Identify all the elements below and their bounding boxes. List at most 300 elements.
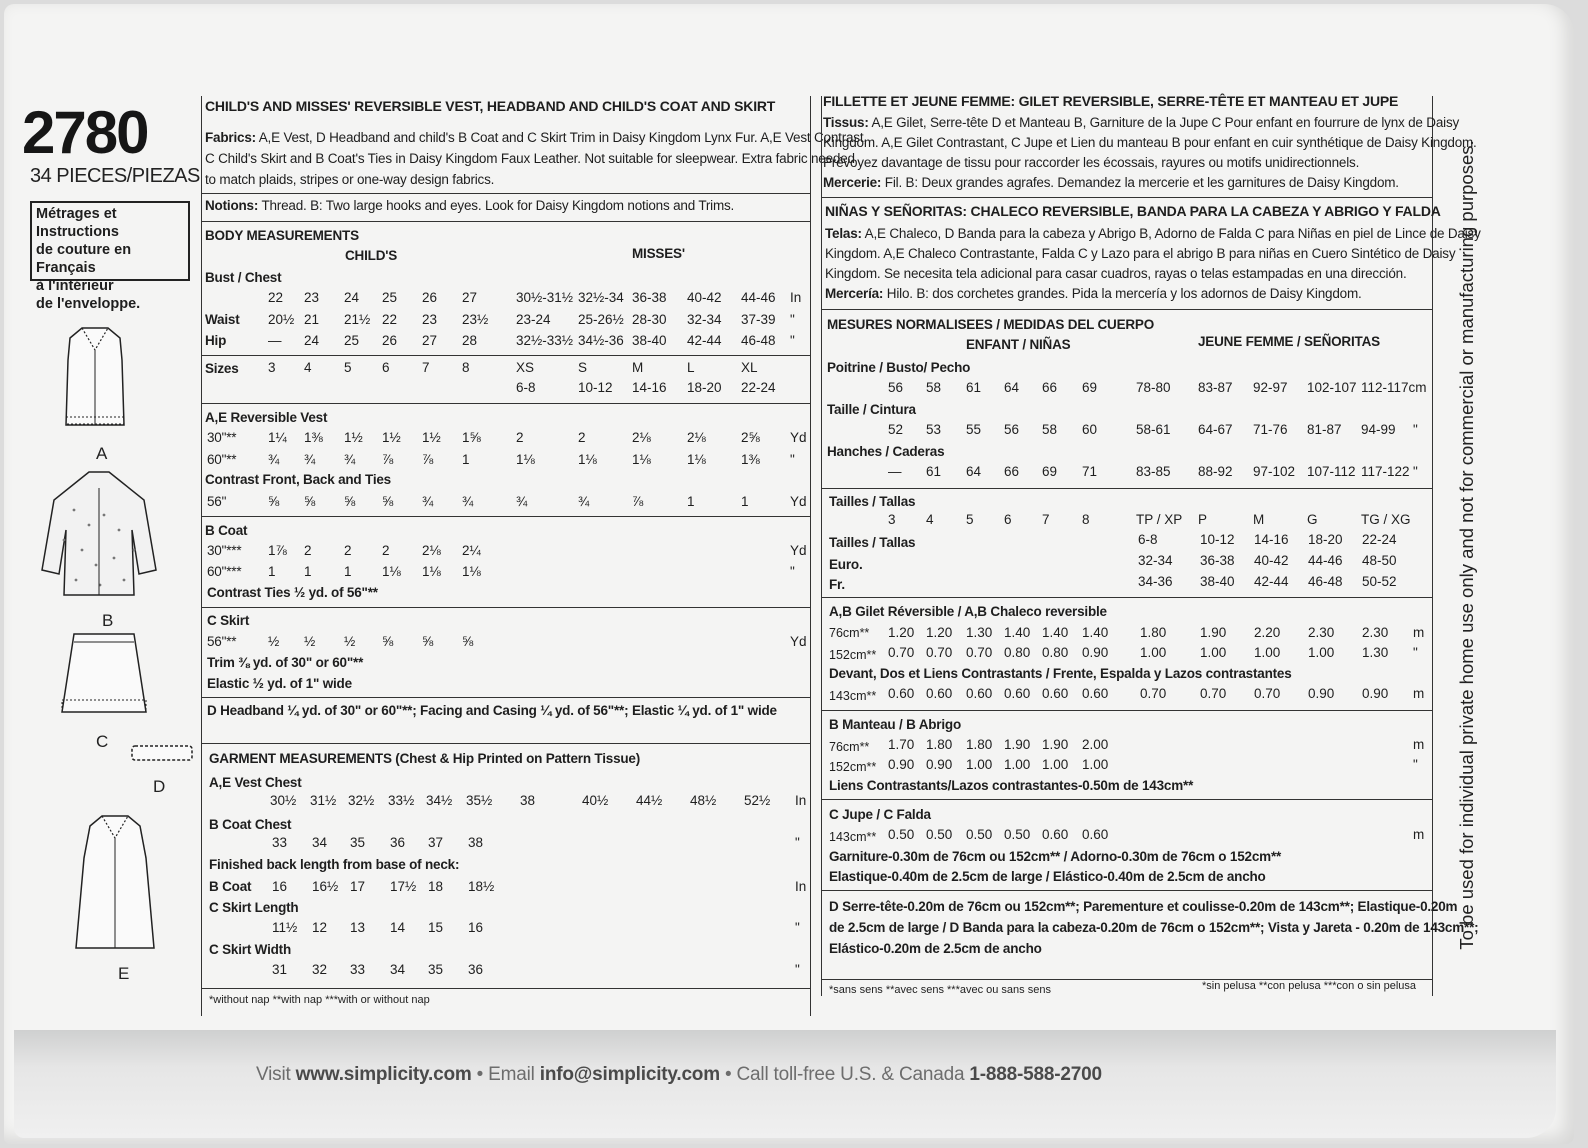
gilet76-cell: 2.30 <box>1308 625 1335 640</box>
view-e-vest-illustration <box>60 808 170 958</box>
cchest-cell: 35 <box>350 835 366 850</box>
waist-cell: 25-26½ <box>578 312 624 327</box>
vest60-cell: 1⅜ <box>741 452 760 467</box>
waist-cell: 23-24 <box>516 312 551 327</box>
sizes-cell: L <box>687 360 695 375</box>
devant-cell: 0.60 <box>888 686 915 701</box>
tailles2-cell: 22-24 <box>1362 532 1397 547</box>
headband-yardage: D Headband ¼ yd. of 30" or 60"**; Facing and Casing ¼ yd. of 56"**; Elastic ¼ yd. of 1" wide <box>207 703 777 718</box>
tailles-cell: TG / XG <box>1361 512 1411 527</box>
bust-cell: 30½-31½ <box>516 290 574 305</box>
vest30-cell: 1⅜ <box>304 430 323 445</box>
serre-tete-text <box>829 896 1478 959</box>
clength-cell: 17½ <box>390 879 417 894</box>
es-fabric-line: A,E Chaleco, D Banda para la cabeza y Abrigo B, Adorno de Falda C para Niñas en piel de Lince de Daisy <box>864 226 1481 241</box>
hip-cell: 25 <box>344 333 360 348</box>
vchest-cell: 40½ <box>582 793 609 808</box>
vest30-cell: 1¼ <box>268 430 287 445</box>
usage-side-note: To be used for individual private home use only and not for commercial or manufacturing purposes. <box>1456 140 1477 950</box>
man152-cell: 1.00 <box>1004 757 1031 772</box>
fr-fabric-line: Prévoyez davantage de tissu pour raccorder les écossais, rayures ou motifs unidirectionnels. <box>823 155 1360 170</box>
taille-cell: 56 <box>1004 422 1020 437</box>
hip-label: Hip <box>205 333 227 348</box>
view-b-coat-illustration <box>34 470 164 605</box>
view-label-c: C <box>96 732 109 751</box>
divider <box>822 197 1433 198</box>
cchest-cell: 37 <box>428 835 444 850</box>
coat60-cell: 1 <box>304 564 312 579</box>
vest30-cell: 2⅝ <box>741 430 760 445</box>
cchest-cell: 33 <box>272 835 288 850</box>
hanches-cell: 69 <box>1042 464 1058 479</box>
divider <box>822 309 1433 310</box>
divider <box>822 710 1433 711</box>
poit-cell: 83-87 <box>1198 380 1233 395</box>
coat30-cell: 2¼ <box>462 543 481 558</box>
coat30-cell: 2 <box>344 543 352 558</box>
es-notions: Hilo. B: dos corchetes grandes. Pida la mercería y los adornos de Daisy Kingdom. <box>886 286 1362 301</box>
contrast-cell: ⅝ <box>268 494 280 509</box>
taille-cell: 58-61 <box>1136 422 1171 437</box>
devant-cell: 0.70 <box>1254 686 1281 701</box>
spanish-fabrics <box>825 224 1481 304</box>
contrast-cell: ⅝ <box>344 494 356 509</box>
jupe-cell: 0.50 <box>966 827 993 842</box>
sizes-cell: XS <box>516 360 535 375</box>
devant-cell: 0.70 <box>1200 686 1227 701</box>
gilet152-cell: " <box>1413 645 1418 660</box>
garniture-text: Garniture-0.30m de 76cm ou 152cm** / Adorno-0.30m de 76cm o 152cm** <box>829 849 1282 864</box>
poit-cell: 64 <box>1004 380 1020 395</box>
gilet-152-label: 152cm** <box>829 648 877 662</box>
swidth-cell: 31 <box>272 962 288 977</box>
footer-website-link[interactable]: www.simplicity.com <box>295 1064 472 1085</box>
vest30-cell: 2⅛ <box>632 430 651 445</box>
vest-30-label: 30"** <box>207 430 237 445</box>
contrast-56-label: 56" <box>207 494 227 509</box>
english-fabrics <box>205 127 867 190</box>
jupe-cell: 0.60 <box>1042 827 1069 842</box>
hanches-cell: 117-122 <box>1361 464 1410 479</box>
man152-cell: 0.90 <box>926 757 953 772</box>
man76-cell: 1.90 <box>1004 737 1031 752</box>
view-a-vest-illustration <box>40 320 150 435</box>
divider <box>822 488 1433 489</box>
coat30-cell: 2⅛ <box>422 543 441 558</box>
hip-cell: 38-40 <box>632 333 667 348</box>
sizes2-cell: 18-20 <box>687 380 722 395</box>
waist-cell: 22 <box>382 312 398 327</box>
vchest-cell: 33½ <box>388 793 415 808</box>
fabrics-line: A,E Vest, D Headband and child's B Coat and C Skirt Trim in Daisy Kingdom Lynx Fur. A,E Vest Contrast, <box>258 130 867 145</box>
pattern-number: 2780 <box>22 99 148 166</box>
bust-cell: 27 <box>462 290 478 305</box>
coat60-cell: 1 <box>344 564 352 579</box>
taille-cell: 64-67 <box>1198 422 1233 437</box>
euro-cell: 40-42 <box>1254 553 1289 568</box>
gilet152-cell: 0.70 <box>926 645 953 660</box>
contrast-cell: ¾ <box>516 494 528 509</box>
es-notions-label: Mercería: <box>825 286 884 301</box>
es-fabric-line: Kingdom. Se necesita tela adicional para casar cuadros, rayas o telas estampadas en una dirección. <box>825 266 1407 281</box>
taille-cell: " <box>1413 422 1418 437</box>
vchest-cell: 48½ <box>690 793 717 808</box>
footer-contact <box>256 1064 1316 1100</box>
waist-cell: 21 <box>304 312 320 327</box>
hanches-cell: 66 <box>1004 464 1020 479</box>
slength-cell: 12 <box>312 920 328 935</box>
view-label-b: B <box>102 611 114 630</box>
devant-cell: 0.60 <box>1082 686 1109 701</box>
skirt-cell: Yd <box>790 634 807 649</box>
taille-cell: 60 <box>1082 422 1098 437</box>
contrast-cell: Yd <box>790 494 807 509</box>
divider <box>202 607 811 608</box>
hip-cell: 26 <box>382 333 398 348</box>
contrast-ties: Contrast Ties ½ yd. of 56"** <box>207 585 378 600</box>
skirt-cell: ½ <box>304 634 316 649</box>
gilet76-cell: 2.20 <box>1254 625 1281 640</box>
body-measurements-heading: BODY MEASUREMENTS <box>205 228 359 243</box>
french-footnote: *sans sens **avec sens ***avec ou sans sens <box>829 984 1051 996</box>
devant-cell: 0.70 <box>1140 686 1167 701</box>
tailles2-cell: 10-12 <box>1200 532 1235 547</box>
french-note-line: Métrages et Instructions <box>36 206 119 240</box>
taille-cell: 53 <box>926 422 942 437</box>
spanish-footnote: *sin pelusa **con pelusa ***con o sin pelusa <box>1202 980 1417 992</box>
skirt-56-label: 56"** <box>207 634 237 649</box>
man76-cell: 1.70 <box>888 737 915 752</box>
swidth-cell: 32 <box>312 962 328 977</box>
coat60-cell: 1 <box>268 564 276 579</box>
devant-label: Devant, Dos et Liens Contrastants / Frente, Espalda y Lazos contrastantes <box>829 666 1292 681</box>
tailles2-label: Tailles / Tallas <box>829 535 916 550</box>
cchest-cell: " <box>795 835 800 850</box>
coat-label: B Coat <box>205 523 248 538</box>
poit-cell: 66 <box>1042 380 1058 395</box>
bust-cell: 26 <box>422 290 438 305</box>
vest30-cell: 1½ <box>382 430 401 445</box>
skirt-cell: ⅝ <box>422 634 434 649</box>
vest30-cell: 1⅝ <box>462 430 481 445</box>
tailles-cell: 3 <box>888 512 896 527</box>
bust-cell: 23 <box>304 290 320 305</box>
poit-cell: 58 <box>926 380 942 395</box>
man76-cell: 1.80 <box>926 737 953 752</box>
gilet76-cell: 1.20 <box>888 625 915 640</box>
bust-label: Bust / Chest <box>205 270 282 285</box>
waist-cell: 23 <box>422 312 438 327</box>
hanches-cell: 88-92 <box>1198 464 1233 479</box>
bust-cell: In <box>790 290 802 305</box>
devant-cell: 0.90 <box>1308 686 1335 701</box>
tailles-cell: 8 <box>1082 512 1090 527</box>
french-instructions-note <box>30 201 190 312</box>
contrast-cell: 1 <box>687 494 695 509</box>
taille-cell: 81-87 <box>1307 422 1342 437</box>
bust-cell: 24 <box>344 290 360 305</box>
contrast-cell: ¾ <box>422 494 434 509</box>
vest30-cell: 2 <box>578 430 586 445</box>
vest60-cell: 1⅛ <box>632 452 651 467</box>
coat-60-label: 60"*** <box>207 564 242 579</box>
skirt-elastic: Elastic ½ yd. of 1" wide <box>207 676 352 691</box>
waist-cell: 28-30 <box>632 312 667 327</box>
gilet76-cell: 1.80 <box>1140 625 1167 640</box>
waist-cell: 20½ <box>268 312 295 327</box>
clength-cell: 16½ <box>312 879 339 894</box>
fr-fabric-line: A,E Gilet, Serre-tête D et Manteau B, Garniture de la Jupe C Pour enfant en fourrure de lynx de Daisy <box>871 115 1460 130</box>
poit-cell: 61 <box>966 380 982 395</box>
euro-cell: 44-46 <box>1308 553 1343 568</box>
enfant-heading: ENFANT / NIÑAS <box>966 337 1071 352</box>
vest-chest-label: A,E Vest Chest <box>209 775 302 790</box>
waist-label: Waist <box>205 312 240 327</box>
coat30-cell: Yd <box>790 543 807 558</box>
coat60-cell: 1⅛ <box>422 564 441 579</box>
sizes-cell: 4 <box>304 360 312 375</box>
elastique-text: Elastique-0.40m de 2.5cm de large / Elástico-0.40m de 2.5cm de ancho <box>829 869 1266 884</box>
vchest-cell: 34½ <box>426 793 453 808</box>
contrast-cell: ¾ <box>462 494 474 509</box>
gilet152-cell: 0.80 <box>1004 645 1031 660</box>
divider <box>202 697 811 698</box>
hanches-cell: 71 <box>1082 464 1098 479</box>
contrast-cell: ⅞ <box>632 494 644 509</box>
notions-label: Notions: <box>205 198 259 213</box>
footer-email-label: • Email <box>476 1064 535 1085</box>
serre-line: de 2.5cm de large / D Banda para la cabeza-0.20m de 76cm o 152cm**; Vista y Jareta - 0.20m de 143cm**; <box>829 920 1479 935</box>
gilet152-cell: 0.90 <box>1082 645 1109 660</box>
jupe-cell: 0.60 <box>1082 827 1109 842</box>
coat30-cell: 1⅞ <box>268 543 287 558</box>
gilet152-cell: 1.00 <box>1200 645 1227 660</box>
devant-cell: 0.90 <box>1362 686 1389 701</box>
jupe-label: C Jupe / C Falda <box>829 807 931 822</box>
vest-label: A,E Reversible Vest <box>205 410 328 425</box>
coat60-cell: 1⅛ <box>382 564 401 579</box>
hip-cell: 28 <box>462 333 478 348</box>
footer-call: • Call toll-free U.S. & Canada <box>725 1064 965 1085</box>
bust-cell: 40-42 <box>687 290 722 305</box>
coat30-cell: 2 <box>304 543 312 558</box>
manteau-76-label: 76cm** <box>829 740 870 754</box>
footer-email-link[interactable]: info@simplicity.com <box>539 1064 720 1085</box>
french-fabrics <box>823 113 1477 193</box>
tailles2-cell: 14-16 <box>1254 532 1289 547</box>
sizes2-cell: 10-12 <box>578 380 613 395</box>
gilet76-cell: 1.40 <box>1042 625 1069 640</box>
jupe-cell: 0.50 <box>926 827 953 842</box>
clength-cell: 18 <box>428 879 444 894</box>
gilet152-cell: 0.80 <box>1042 645 1069 660</box>
taille-cell: 71-76 <box>1253 422 1288 437</box>
tailles-cell: 4 <box>926 512 934 527</box>
waist-cell: 21½ <box>344 312 371 327</box>
hip-cell: 42-44 <box>687 333 722 348</box>
contrast-cell: ⅝ <box>382 494 394 509</box>
slength-cell: 14 <box>390 920 406 935</box>
divider <box>202 743 811 744</box>
poit-cell: 69 <box>1082 380 1098 395</box>
bust-cell: 32½-34 <box>578 290 624 305</box>
fr-cell: 46-48 <box>1308 574 1343 589</box>
gilet152-cell: 0.70 <box>888 645 915 660</box>
coat60-cell: 1⅛ <box>462 564 481 579</box>
sizes-cell: 7 <box>422 360 430 375</box>
french-note-line: à l'intérieur <box>36 278 114 294</box>
slength-cell: 16 <box>468 920 484 935</box>
clength-cell: 18½ <box>468 879 495 894</box>
taille-cell: 94-99 <box>1361 422 1396 437</box>
view-c-skirt-illustration <box>54 630 154 720</box>
english-notions <box>205 198 734 213</box>
contrast-label: Contrast Front, Back and Ties <box>205 472 391 487</box>
es-fabric-label: Telas: <box>825 226 862 241</box>
es-fabric-line: Kingdom. A,E Chaleco Contrastante, Falda C y Lazo para el abrigo B para niñas en Cuero Sintético de Daisy <box>825 246 1456 261</box>
tailles-cell: 5 <box>966 512 974 527</box>
man76-cell: 2.00 <box>1082 737 1109 752</box>
contrast-cell: ¾ <box>578 494 590 509</box>
hanches-cell: 83-85 <box>1136 464 1171 479</box>
man76-cell: 1.90 <box>1042 737 1069 752</box>
vest60-cell: ¾ <box>268 452 280 467</box>
vchest-cell: 52½ <box>744 793 771 808</box>
sizes-label: Sizes <box>205 361 239 376</box>
vchest-cell: 31½ <box>310 793 337 808</box>
vest-60-label: 60"** <box>207 452 237 467</box>
man152-cell: " <box>1413 757 1418 772</box>
vest30-cell: 1½ <box>422 430 441 445</box>
skirt-cell: ½ <box>268 634 280 649</box>
poitrine-label: Poitrine / Busto/ Pecho <box>827 360 971 375</box>
sizes2-cell: 6-8 <box>516 380 536 395</box>
view-label-a: A <box>96 444 108 463</box>
vest60-cell: " <box>790 452 795 467</box>
vest60-cell: ¾ <box>304 452 316 467</box>
sizes-cell: S <box>578 360 588 375</box>
clength-cell: 17 <box>350 879 366 894</box>
taille-cell: 58 <box>1042 422 1058 437</box>
notions-text: Thread. B: Two large hooks and eyes. Look for Daisy Kingdom notions and Trims. <box>261 198 735 213</box>
poit-cell: 56 <box>888 380 904 395</box>
english-footnote: *without nap **with nap ***with or without nap <box>209 994 430 1006</box>
gilet152-cell: 1.00 <box>1140 645 1167 660</box>
skirt-length-label: C Skirt Length <box>209 900 299 915</box>
euro-cell: 32-34 <box>1138 553 1173 568</box>
swidth-cell: 35 <box>428 962 444 977</box>
poit-cell: 112-117cm <box>1361 380 1427 395</box>
sizes-cell: 3 <box>268 360 276 375</box>
serre-line: D Serre-tête-0.20m de 76cm ou 152cm**; Parementure et coulisse-0.20m de 143cm**; Elastique-0.20m <box>829 899 1458 914</box>
tailles-cell: P <box>1198 512 1208 527</box>
coat60-cell: " <box>790 564 795 579</box>
slength-cell: 13 <box>350 920 366 935</box>
hanches-cell: " <box>1413 464 1418 479</box>
vchest-cell: 30½ <box>270 793 297 808</box>
hanches-cell: 61 <box>926 464 942 479</box>
fr-notions-label: Mercerie: <box>823 175 882 190</box>
fabrics-line: to match plaids, stripes or one-way design fabrics. <box>205 172 495 187</box>
vest60-cell: ⅞ <box>422 452 434 467</box>
back-length-label: Finished back length from base of neck: <box>209 857 460 872</box>
misses-heading: MISSES' <box>632 246 685 261</box>
jupe-143-label: 143cm** <box>829 830 877 844</box>
divider <box>822 597 1433 598</box>
slength-cell: 15 <box>428 920 444 935</box>
hanches-cell: 97-102 <box>1253 464 1296 479</box>
divider <box>202 193 811 194</box>
skirt-width-label: C Skirt Width <box>209 942 292 957</box>
vchest-cell: 35½ <box>466 793 493 808</box>
man76-cell: 1.80 <box>966 737 993 752</box>
poit-cell: 78-80 <box>1136 380 1171 395</box>
man76-cell: m <box>1413 737 1425 752</box>
slength-cell: " <box>795 920 800 935</box>
clength-cell: In <box>795 879 807 894</box>
gilet76-cell: 1.20 <box>926 625 953 640</box>
coat-length-label: B Coat <box>209 879 252 894</box>
devant-cell: 0.60 <box>1004 686 1031 701</box>
divider <box>202 355 811 356</box>
vest30-cell: 1½ <box>344 430 363 445</box>
swidth-cell: 33 <box>350 962 366 977</box>
sizes-cell: XL <box>741 360 758 375</box>
devant-143-label: 143cm** <box>829 689 877 703</box>
hip-cell: 46-48 <box>741 333 776 348</box>
english-title: CHILD'S AND MISSES' REVERSIBLE VEST, HEADBAND AND CHILD'S COAT AND SKIRT <box>205 98 776 114</box>
vest60-cell: ⅞ <box>382 452 394 467</box>
manteau-152-label: 152cm** <box>829 760 877 774</box>
garment-measurements-heading: GARMENT MEASUREMENTS (Chest & Hip Printed on Pattern Tissue) <box>209 751 641 766</box>
vchest-cell: 44½ <box>636 793 663 808</box>
piece-count: 34 PIECES/PIEZAS <box>30 165 200 187</box>
divider <box>202 403 811 404</box>
gilet152-cell: 1.00 <box>1254 645 1281 660</box>
gilet152-cell: 0.70 <box>966 645 993 660</box>
man152-cell: 1.00 <box>1042 757 1069 772</box>
waist-cell: " <box>790 312 795 327</box>
taille-label: Taille / Cintura <box>827 402 916 417</box>
fr-fabric-label: Tissus: <box>823 115 869 130</box>
fr-cell: 42-44 <box>1254 574 1289 589</box>
footer-visit: Visit <box>256 1064 291 1085</box>
clength-cell: 16 <box>272 879 288 894</box>
jupe-cell: 0.50 <box>888 827 915 842</box>
devant-cell: m <box>1413 686 1425 701</box>
footer-phone: 1-888-588-2700 <box>969 1064 1102 1085</box>
waist-cell: 32-34 <box>687 312 722 327</box>
cchest-cell: 38 <box>468 835 484 850</box>
tailles-cell: M <box>1253 512 1265 527</box>
skirt-trim: Trim ⅜ yd. of 30" or 60"** <box>207 655 364 670</box>
contrast-cell: 1 <box>741 494 749 509</box>
bust-cell: 36-38 <box>632 290 667 305</box>
bust-cell: 25 <box>382 290 398 305</box>
fr-cell: 34-36 <box>1138 574 1173 589</box>
skirt-cell: ⅝ <box>462 634 474 649</box>
hip-cell: " <box>790 333 795 348</box>
man152-cell: 1.00 <box>1082 757 1109 772</box>
euro-label: Euro. <box>829 557 863 572</box>
sizes-cell: 5 <box>344 360 352 375</box>
tailles-cell: 7 <box>1042 512 1050 527</box>
liens-text: Liens Contrastants/Lazos contrastantes-0.50m de 143cm** <box>829 778 1194 793</box>
vest60-cell: 1⅛ <box>578 452 597 467</box>
sizes2-cell: 14-16 <box>632 380 667 395</box>
man152-cell: 0.90 <box>888 757 915 772</box>
vchest-cell: 32½ <box>348 793 375 808</box>
